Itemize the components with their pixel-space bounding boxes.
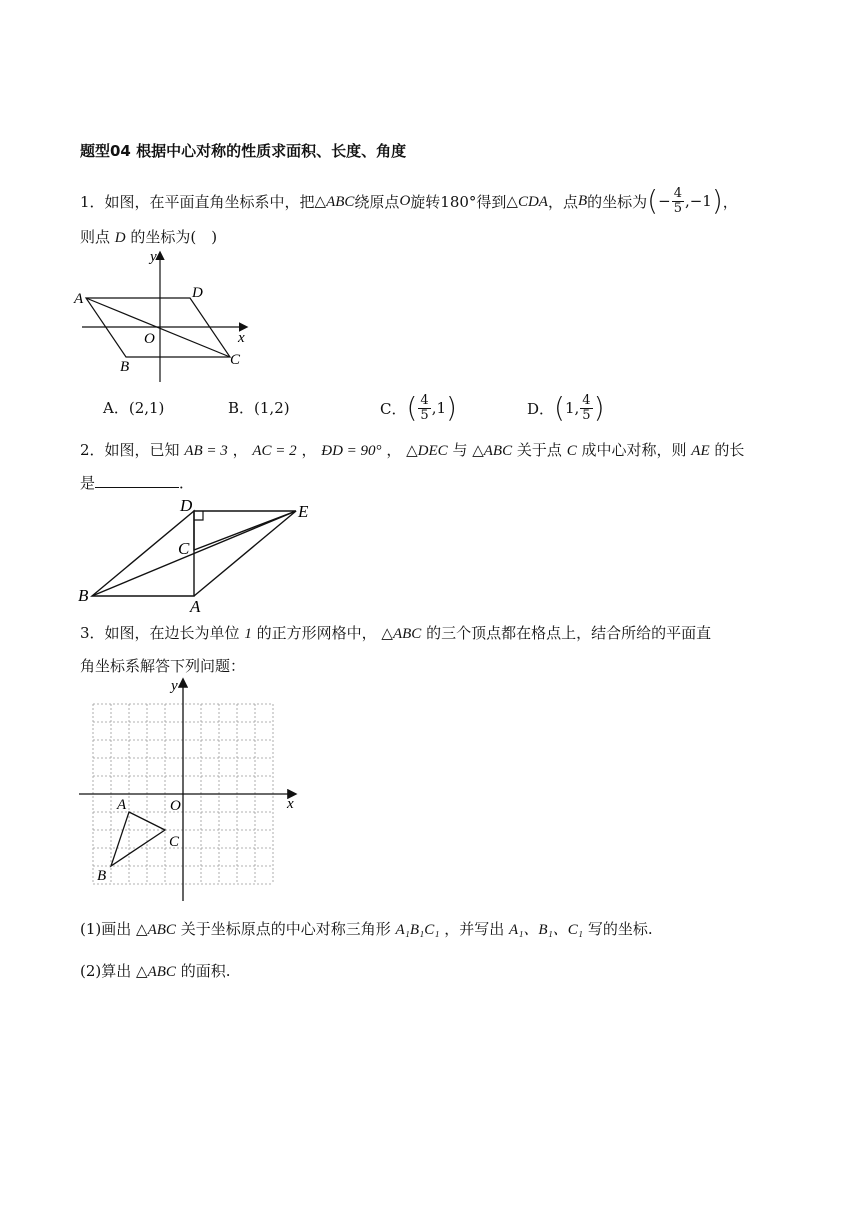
- q3-label-a: A: [117, 797, 127, 813]
- q3-triangle-abc: [111, 812, 165, 866]
- q1-label-x: x: [238, 330, 245, 346]
- q1-option-c[interactable]: C． ( $\frac{4}{5}$ ,1 ): [380, 391, 457, 424]
- q2-line1: 2．如图，已知 AB = 3 ， AC = 2 ， ÐD = 90° ， △DEC 与 △ABC 关于点 C 成中心对称，则 AE 的长: [80, 441, 745, 459]
- q1-figure: [70, 245, 260, 385]
- section-title: 题型04 根据中心对称的性质求面积、长度、角度: [80, 142, 407, 160]
- q2-label-e: E: [298, 502, 309, 521]
- q1-label-d: D: [192, 285, 203, 301]
- q2-label-c: C: [178, 539, 190, 558]
- q1-label-o: O: [144, 331, 155, 347]
- q2-label-a: A: [190, 597, 201, 616]
- q1-label-b: B: [120, 359, 130, 375]
- q3-figure: [75, 674, 305, 904]
- q1-line2: 则点 D 的坐标为( ): [80, 228, 218, 246]
- q2-segment-ae: [194, 511, 296, 596]
- q3-line1: 3．如图，在边长为单位 1 的正方形网格中， △ABC 的三个顶点都在格点上，结合所给的平面直: [80, 624, 712, 642]
- q2-line2: 是 ．: [80, 474, 195, 492]
- q1-label-c: C: [230, 352, 241, 368]
- q1-option-b[interactable]: B．(1,2): [228, 399, 290, 417]
- q3-sub2: (2)算出 △ABC 的面积.: [80, 962, 231, 980]
- q2-label-b: B: [78, 586, 89, 605]
- q3-label-x: x: [287, 796, 294, 812]
- q1-coord-fraction: $\frac{4}{5}$: [673, 185, 682, 216]
- q3-label-y: y: [171, 678, 178, 694]
- q3-label-c: C: [169, 834, 180, 850]
- q2-right-angle-mark: [194, 511, 203, 520]
- q2-label-d: D: [180, 496, 193, 515]
- q1-line1: 1．如图，在平面直角坐标系中，把 △ABC 绕原点 O 旋转180°得到 △CDA ，点 B 的坐标为 ( − $\frac{4}{5}$ ,−1 ) ，: [80, 184, 738, 217]
- q1-option-d[interactable]: D． ( 1, $\frac{4}{5}$ ): [527, 391, 605, 424]
- q1-label-a: A: [74, 291, 84, 307]
- q1-option-a[interactable]: A．(2,1): [103, 399, 165, 417]
- q3-sub1: (1)画出 △ABC 关于坐标原点的中心对称三角形 A₁B₁C₁ ，并写出 A₁、B₁、C₁ 写的坐标.: [80, 920, 653, 938]
- q3-line2: 角坐标系解答下列问题：: [80, 657, 246, 675]
- q1-label-y: y: [150, 249, 157, 265]
- q3-label-o: O: [170, 798, 181, 814]
- q2-answer-blank[interactable]: [95, 473, 179, 488]
- q2-figure: [72, 494, 322, 616]
- q3-label-b: B: [97, 868, 107, 884]
